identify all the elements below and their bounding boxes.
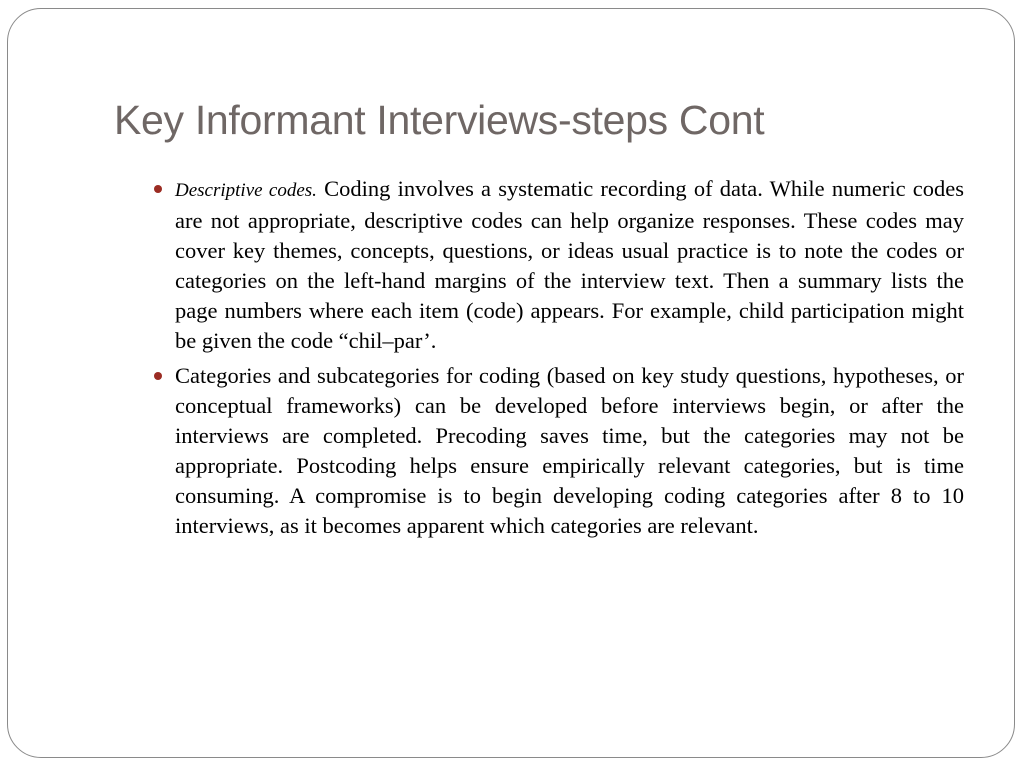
slide-frame <box>7 8 1015 758</box>
slide-title: Key Informant Interviews-steps Cont <box>114 97 765 143</box>
bullet-dot-icon <box>154 372 162 380</box>
bullet-item-categories <box>154 361 964 541</box>
bullet-item-descriptive-codes <box>154 174 964 356</box>
bullet-dot-icon <box>154 185 162 193</box>
bullet-body-text: Coding involves a systematic recording of data. While numeric codes are not appropriate, descriptive codes can help organize responses. These codes may cover key themes, concepts, questions, or ideas usual practice is to note the codes or categories on the left-hand margins of the interview text. Then a summary lists the page numbers where each item (code) appears. For example, child participation might be given the code “chil–par’. <box>175 176 964 353</box>
bullet-body-text: Categories and subcategories for coding (based on key study questions, hypotheses, or conceptual frameworks) can be developed before interviews begin, or after the interviews are completed. Precoding saves time, but the categories may not be appropriate. Postcoding helps ensure empirically relevant categories, but is time consuming. A compromise is to begin developing coding categories after 8 to 10 interviews, as it becomes apparent which categories are relevant. <box>175 363 964 538</box>
bullet-lead-text: Descriptive codes. <box>175 180 317 201</box>
bullet-list <box>154 174 964 546</box>
